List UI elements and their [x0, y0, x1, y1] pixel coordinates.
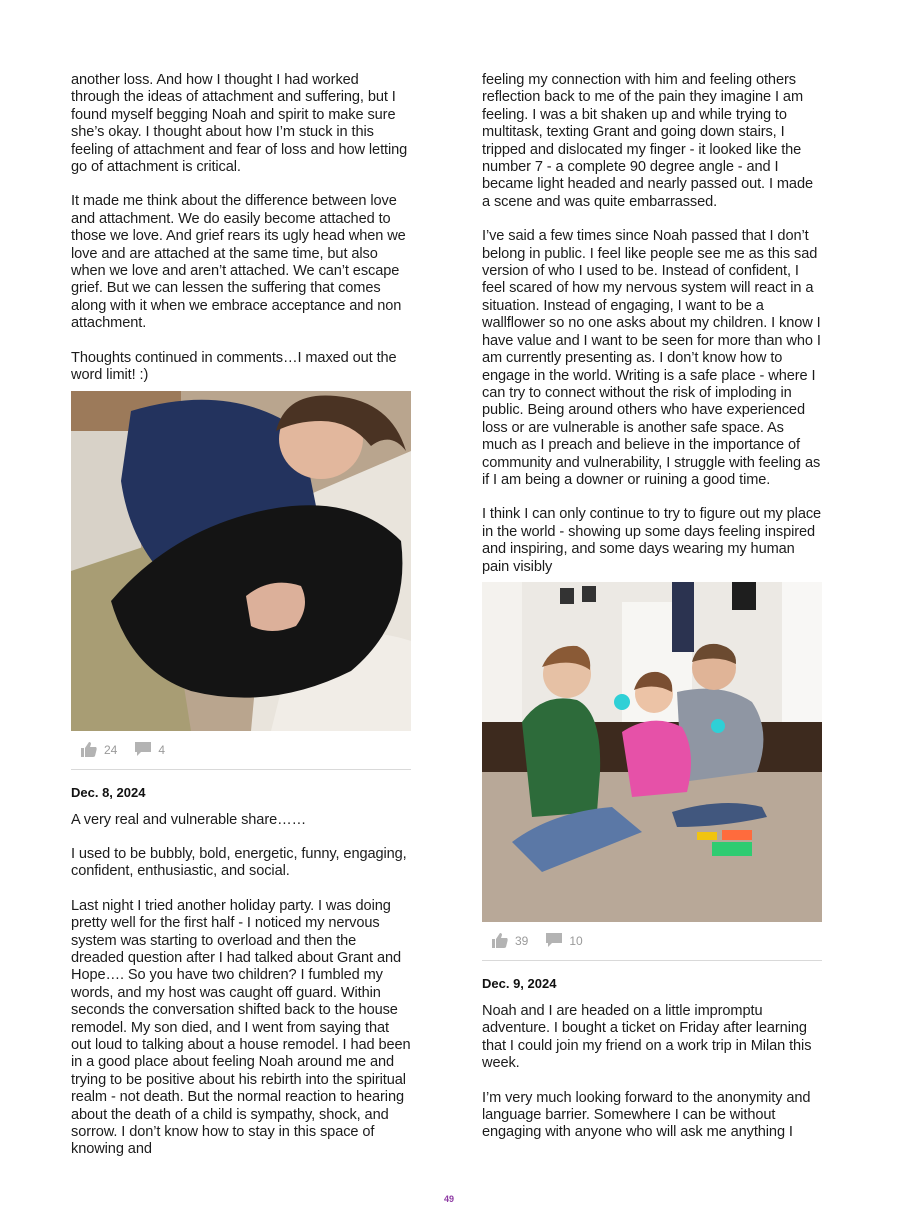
page-number: 49	[443, 1194, 454, 1204]
photo-boy-with-dog	[71, 391, 411, 731]
left-column	[71, 72, 411, 1176]
left-paragraph-1: another loss. And how I thought I had worked through the ideas of attachment and suffering, but I found myself begging Noah and spirit to make sure she’s okay. I thought about how I’m stuck in this feeling of attachment and fear of loss and how letting go of attachment is critical.	[71, 72, 408, 176]
comment-icon	[135, 742, 151, 757]
right-paragraph-1: feeling my connection with him and feeling others reflection back to me of the pain they imagine I am feeling. I was a bit shaken up and while trying to multitask, texting Grant and going down stairs, I tripped and dislocated my finger - it looked like the number 7 - a complete 90 degree angle - and I became light headed and nearly passed out. I made a scene and was quite embarrassed.	[482, 72, 813, 210]
left-paragraph-3: Thoughts continued in comments…I maxed out the word limit! :)	[71, 349, 397, 384]
right-paragraph-5: I’m very much looking forward to the anonymity and language barrier. Somewhere I can be without engaging with anyone who will ask me anything I	[482, 1089, 811, 1141]
like-count: 39	[515, 933, 529, 948]
right-column	[482, 72, 822, 1159]
post-date: Dec. 9, 2024	[482, 975, 557, 991]
like-stat[interactable]	[81, 742, 117, 757]
like-stat[interactable]	[492, 933, 528, 948]
comment-count: 10	[569, 933, 583, 948]
left-paragraph-2: It made me think about the difference between love and attachment. We do easily become attached to those we love. And grief rears its ugly head when we love and are attached at the same time, but also when we love and aren’t attached. We can’t escape grief. But we can lessen the suffering that comes along with it when we embrace acceptance and non attachment.	[71, 193, 406, 332]
left-paragraph-4: A very real and vulnerable share……	[71, 811, 307, 828]
comment-stat[interactable]	[135, 742, 165, 757]
like-count: 24	[104, 742, 118, 757]
comment-icon	[546, 933, 562, 948]
comment-count: 4	[158, 742, 166, 757]
left-paragraph-6: Last night I tried another holiday party. I was doing pretty well for the first half - I noticed my nervous system was starting to overload and then the dreaded question after I had talked about Grant and Hope…. So you have two children? I fumbled my words, and my host was caught off guard. Within seconds the conversation shifted back to the house remodel. My son died, and I went from saying that out loud to talking about a house remodel. I had been in a good place about feeling Noah around me and trying to be positive about his rebirth into the spiritual realm - not death. But the normal reaction to hearing about the death of a child is sympathy, shock, and sorrow. I don’t know how to stay in this space of knowing and	[71, 897, 411, 1158]
right-paragraph-3: I think I can only continue to try to figure out my place in the world - showing up some days feeling inspired and inspiring, and some days wearing my human pain visibly	[482, 506, 822, 575]
post-date: Dec. 8, 2024	[71, 784, 146, 800]
left-paragraph-5: I used to be bubbly, bold, energetic, funny, engaging, confident, enthusiastic, and social.	[71, 845, 407, 880]
right-paragraph-4: Noah and I are headed on a little impromptu adventure. I bought a ticket on Friday after learning that I could join my friend on a work trip in Milan this week.	[482, 1002, 812, 1072]
right-paragraph-2: I’ve said a few times since Noah passed that I don’t belong in public. I feel like people see me as this sad version of who I used to be. Instead of confident, I feel scared of how my nervous system will react in a situation. Instead of engaging, I want to be a wallflower so no one asks about my children. I know I have value and I want to be seen for more than who I am currently presenting as. I don’t know how to engage in the world. Writing is a safe place - where I can try to connect without the risk of imploding in public. Being around others who have experienced loss or are vulnerable is another safe space. As much as I preach and believe in the importance of community and vulnerability, I struggle with feeling as if I am being a downer or ruining a good time.	[482, 228, 821, 488]
comment-stat[interactable]	[546, 933, 582, 948]
thumbs-up-icon	[81, 742, 97, 757]
post-stats	[482, 922, 822, 961]
post-stats	[71, 731, 411, 770]
thumbs-up-icon	[492, 933, 508, 948]
photo-three-children	[482, 582, 822, 922]
